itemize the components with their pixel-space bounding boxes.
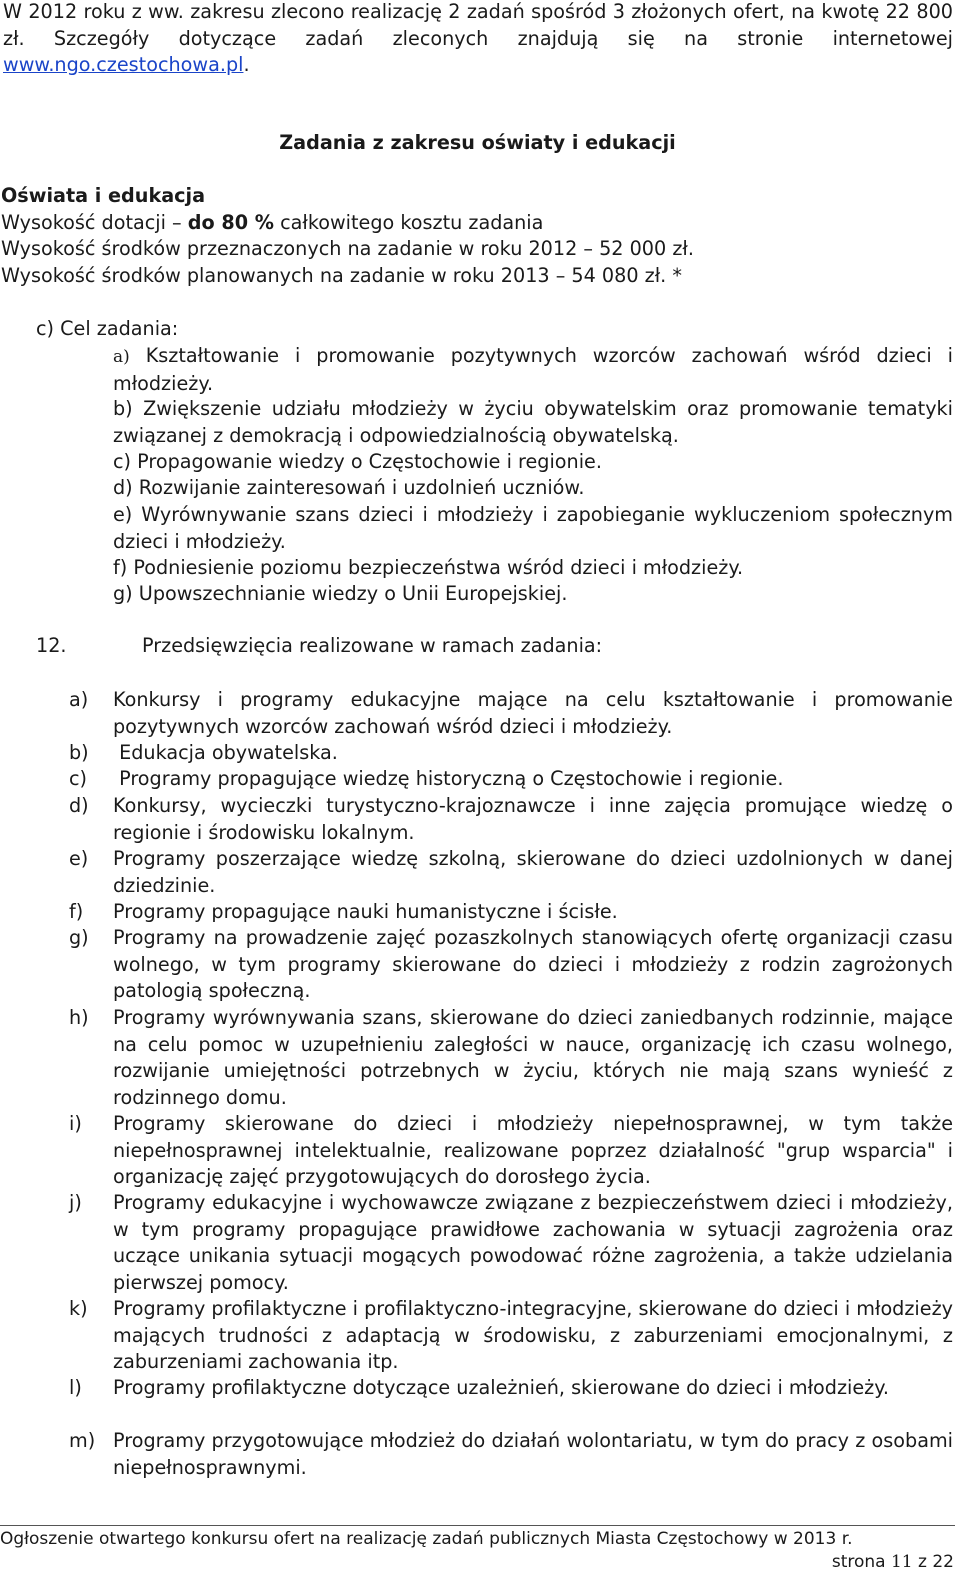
goal-item: [113, 396, 953, 449]
goal-item-label: d): [113, 476, 133, 499]
goal-item-text: Zwiększenie udziału młodzieży w życiu obywatelskim oraz promowanie tematyki związanej z demokracją i odpowiedzialnością obywatelską.: [113, 397, 953, 447]
goal-item: [113, 502, 953, 555]
list-item-label: k): [69, 1297, 88, 1320]
goal-item-text: Wyrównywanie szans dzieci i młodzieży i zapobieganie wykluczeniom społecznym dzieci i młodzieży.: [113, 503, 953, 553]
page-separator: z: [912, 1552, 933, 1572]
funding-rate-pre: Wysokość dotacji –: [1, 211, 188, 234]
page-total: 22: [932, 1552, 954, 1572]
goal-item: [113, 475, 953, 502]
list-item-text: Programy propagujące wiedzę historyczną o Częstochowie i regionie.: [113, 767, 784, 790]
goal-item-label: a): [113, 347, 130, 367]
funding-2012-line: Wysokość środków przeznaczonych na zadanie w roku 2012 – 52 000 zł.: [1, 237, 694, 260]
intro-text: W 2012 roku z ww. zakresu zlecono realizację 2 zadań spośród 3 złożonych ofert, na kwotę 22 800 zł. Szczegóły dotyczące zadań zleconych znajdują się na stronie internetowej: [3, 0, 953, 50]
list-item-label: l): [69, 1376, 82, 1399]
goal-item-text: Rozwijanie zainteresowań i uzdolnień uczniów.: [138, 476, 585, 499]
intro-paragraph: [3, 0, 953, 79]
intro-after: .: [243, 53, 250, 76]
list-item-text: Programy profilaktyczne i profilaktyczno-integracyjne, skierowane do dzieci i młodzieży mających trudności z adaptacją w środowisku, z zaburzeniami emocjonalnymi, z zaburzeniami zachowania itp.: [113, 1297, 953, 1373]
goal-item-label: c): [113, 450, 132, 473]
list-item-label: g): [69, 926, 89, 949]
ngo-website-link[interactable]: www.ngo.czestochowa.pl: [3, 53, 244, 76]
list-item-text: Programy poszerzające wiedzę szkolną, skierowane do dzieci uzdolnionych w danej dziedzinie.: [113, 847, 953, 897]
list-item-label: d): [69, 794, 89, 817]
section-heading: Zadania z zakresu oświaty i edukacji: [279, 131, 676, 154]
funding-rate-value: do 80 %: [187, 211, 274, 234]
page-current: 11: [890, 1552, 913, 1572]
funding-rate-post: całkowitego kosztu zadania: [273, 211, 544, 234]
list-item-label: h): [69, 1006, 89, 1029]
list-item-text: Konkursy i programy edukacyjne mające na celu kształtowanie i promowanie pozytywnych wzorców zachowań wśród dzieci i młodzieży.: [113, 688, 953, 738]
section-number: 12.: [36, 634, 67, 657]
goal-item-label: f): [113, 556, 128, 579]
list-item-text: Edukacja obywatelska.: [113, 741, 338, 764]
list-item-text: Programy przygotowujące młodzież do działań wolontariatu, w tym do pracy z osobami niepełnosprawnymi.: [113, 1429, 953, 1479]
list-item-text: Programy skierowane do dzieci i młodzieży niepełnosprawnej, w tym także niepełnosprawnej intelektualnie, realizowane poprzez działalność "grup wsparcia" i organizację zajęć przygotowujących do dorosłego życia.: [113, 1112, 953, 1188]
goal-item: [113, 555, 953, 582]
goal-item-label: e): [113, 503, 133, 526]
goal-item-label: g): [113, 582, 133, 605]
list-item-text: Programy edukacyjne i wychowawcze związane z bezpieczeństwem dzieci i młodzieży, w tym programy propagujące prawidłowe zachowania w sytuacji zagrożenia oraz uczące unikania sytuacji mogących powodować różne zagrożenia, a także udzielania pierwszej pomocy.: [113, 1191, 953, 1294]
list-item-label: c): [69, 767, 88, 790]
goal-item: [113, 343, 953, 397]
goal-item: [113, 449, 953, 476]
funding-2013-line: Wysokość środków planowanych na zadanie w roku 2013 – 54 080 zł. *: [1, 264, 682, 287]
list-item-text: Programy propagujące nauki humanistyczne i ścisłe.: [113, 900, 618, 923]
subheading: Oświata i edukacja: [1, 184, 206, 207]
goal-label: c) Cel zadania:: [36, 317, 179, 340]
footer-text: Ogłoszenie otwartego konkursu ofert na realizację zadań publicznych Miasta Częstochowy w 2013 r.: [0, 1529, 853, 1549]
list-item-label: a): [69, 688, 89, 711]
funding-rate-line: [1, 210, 543, 237]
goal-item-text: Propagowanie wiedzy o Częstochowie i regionie.: [137, 450, 602, 473]
list-item-label: j): [69, 1191, 82, 1214]
list-item-label: f): [69, 900, 84, 923]
list-item-text: Programy wyrównywania szans, skierowane do dzieci zaniedbanych rodzinnie, mające na celu pomoc w uzupełnieniu zaległości w nauce, organizację ich czasu wolnego, rozwijanie umiejętności potrzebnych w życiu, których nie mają szans wynieść z rodzinnego domu.: [113, 1006, 953, 1109]
list-item-label: b): [69, 741, 89, 764]
goal-item: [113, 581, 953, 608]
goal-item-label: b): [113, 397, 133, 420]
goal-item-text: Kształtowanie i promowanie pozytywnych wzorców zachowań wśród dzieci i młodzieży.: [113, 344, 953, 395]
list-item-label: i): [69, 1112, 82, 1135]
goal-item-text: Podniesienie poziomu bezpieczeństwa wśród dzieci i młodzieży.: [133, 556, 744, 579]
page-number: [832, 1549, 954, 1576]
goal-item-text: Upowszechnianie wiedzy o Unii Europejskiej.: [138, 582, 568, 605]
list-item-text: Programy na prowadzenie zajęć pozaszkolnych stanowiących ofertę organizacji czasu wolnego, w tym programy skierowane do dzieci i młodzieży z rodzin zagrożonych patologią społeczną.: [113, 926, 953, 1002]
list-item-text: Programy profilaktyczne dotyczące uzależnień, skierowane do dzieci i młodzieży.: [113, 1376, 889, 1399]
page-prefix: strona: [831, 1552, 891, 1572]
list-item-text: Konkursy, wycieczki turystyczno-krajoznawcze i inne zajęcia promujące wiedzę o regionie i środowisku lokalnym.: [113, 794, 953, 844]
list-item-label: m): [69, 1429, 96, 1452]
list-item-label: e): [69, 847, 89, 870]
section-title: Przedsięwzięcia realizowane w ramach zadania:: [142, 634, 603, 657]
